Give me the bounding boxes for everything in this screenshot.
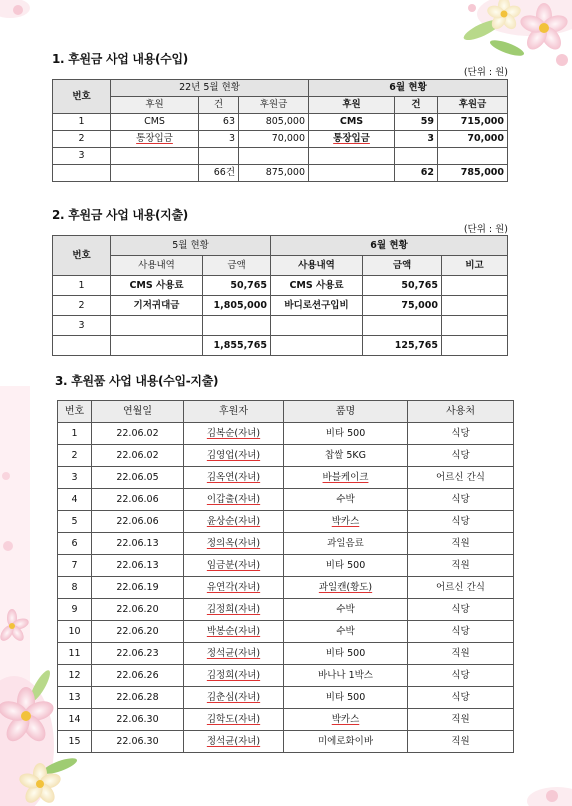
donor-name: 이갑출(자녀) <box>184 489 284 511</box>
usage-amount: 50,765 <box>203 276 271 296</box>
sub-header: 금액 <box>203 256 271 276</box>
col-header: 품명 <box>284 401 408 423</box>
row-number: 11 <box>58 643 92 665</box>
usage-place: 직원 <box>408 709 514 731</box>
table-row <box>53 276 508 296</box>
date-cell: 22.06.13 <box>92 555 184 577</box>
usage-detail <box>271 316 363 336</box>
section1-title: 1. 후원금 사업 내용(수입) <box>52 52 188 66</box>
date-cell: 22.06.06 <box>92 511 184 533</box>
donor-name: 정의옥(자녀) <box>184 533 284 555</box>
section2-unit: (단위 : 원) <box>463 224 508 235</box>
sub-header: 건 <box>395 97 438 114</box>
total-row <box>53 336 508 356</box>
date-cell: 22.06.30 <box>92 709 184 731</box>
usage-place: 직원 <box>408 555 514 577</box>
date-cell: 22.06.02 <box>92 423 184 445</box>
donor-name: 김정희(자녀) <box>184 599 284 621</box>
table-row <box>58 599 514 621</box>
sub-header: 사용내역 <box>111 256 203 276</box>
goods-table <box>57 400 514 753</box>
col-header: 사용처 <box>408 401 514 423</box>
date-cell: 22.06.19 <box>92 577 184 599</box>
date-cell: 22.06.02 <box>92 445 184 467</box>
sub-header: 후원 <box>309 97 395 114</box>
donation-count: 63 <box>199 114 239 131</box>
usage-place: 어르신 간식 <box>408 467 514 489</box>
row-number: 13 <box>58 687 92 709</box>
table-row <box>58 445 514 467</box>
usage-place: 식당 <box>408 489 514 511</box>
donation-count <box>395 148 438 165</box>
sub-header: 비고 <box>442 256 508 276</box>
item-name: 과일캔(황도) <box>284 577 408 599</box>
donation-amount: 805,000 <box>239 114 309 131</box>
note <box>442 296 508 316</box>
table-row <box>53 114 508 131</box>
table-row <box>53 131 508 148</box>
col-header: 후원자 <box>184 401 284 423</box>
donor-name: 김정희(자녀) <box>184 665 284 687</box>
donor-name: 박봉순(자녀) <box>184 621 284 643</box>
total-amount: 875,000 <box>239 165 309 182</box>
prev-month-header: 5월 현황 <box>111 236 271 256</box>
donation-type <box>309 148 395 165</box>
total-count: 62 <box>395 165 438 182</box>
table-row <box>58 665 514 687</box>
sub-header: 사용내역 <box>271 256 363 276</box>
usage-detail: 기저귀대금 <box>111 296 203 316</box>
table-row <box>58 709 514 731</box>
table-row <box>58 423 514 445</box>
donor-name: 윤상순(자녀) <box>184 511 284 533</box>
usage-place: 식당 <box>408 423 514 445</box>
table-row <box>58 489 514 511</box>
date-cell: 22.06.05 <box>92 467 184 489</box>
item-name: 찹쌀 5KG <box>284 445 408 467</box>
usage-place: 식당 <box>408 665 514 687</box>
col-header: 번호 <box>58 401 92 423</box>
row-number: 3 <box>53 316 111 336</box>
row-number: 1 <box>53 114 111 131</box>
usage-place: 식당 <box>408 687 514 709</box>
total-row <box>53 165 508 182</box>
date-cell: 22.06.26 <box>92 665 184 687</box>
section1-unit: (단위 : 원) <box>463 67 508 78</box>
donor-name: 정석균(자녀) <box>184 731 284 753</box>
table-row <box>58 533 514 555</box>
usage-place: 직원 <box>408 731 514 753</box>
item-name: 비타 500 <box>284 555 408 577</box>
sub-header: 후원금 <box>239 97 309 114</box>
item-name: 비타 500 <box>284 643 408 665</box>
row-number: 2 <box>53 131 111 148</box>
row-number: 6 <box>58 533 92 555</box>
item-name: 바나나 1박스 <box>284 665 408 687</box>
item-name: 비타 500 <box>284 423 408 445</box>
table-row <box>58 621 514 643</box>
item-name: 바블케이크 <box>284 467 408 489</box>
row-number: 3 <box>53 148 111 165</box>
prev-month-header: 22년 5월 현황 <box>111 80 309 97</box>
usage-detail <box>111 316 203 336</box>
usage-amount: 1,805,000 <box>203 296 271 316</box>
usage-place: 어르신 간식 <box>408 577 514 599</box>
item-name: 박카스 <box>284 511 408 533</box>
usage-amount: 50,765 <box>363 276 442 296</box>
table-row <box>58 643 514 665</box>
item-name: 과일음료 <box>284 533 408 555</box>
table-row <box>53 148 508 165</box>
donor-name: 김옥연(자녀) <box>184 467 284 489</box>
usage-place: 식당 <box>408 511 514 533</box>
total-amount: 125,765 <box>363 336 442 356</box>
usage-place: 식당 <box>408 599 514 621</box>
date-cell: 22.06.30 <box>92 731 184 753</box>
total-amount: 1,855,765 <box>203 336 271 356</box>
table-row <box>58 731 514 753</box>
table-row <box>58 511 514 533</box>
date-cell: 22.06.13 <box>92 533 184 555</box>
date-cell: 22.06.20 <box>92 599 184 621</box>
row-number: 4 <box>58 489 92 511</box>
section3-title: 3. 후원품 사업 내용(수입-지출) <box>55 374 219 388</box>
item-name: 수박 <box>284 621 408 643</box>
note <box>442 276 508 296</box>
date-cell: 22.06.28 <box>92 687 184 709</box>
row-number: 1 <box>53 276 111 296</box>
usage-amount <box>203 316 271 336</box>
col-no-header: 번호 <box>53 80 111 114</box>
donor-name: 정석균(자녀) <box>184 643 284 665</box>
flower-decoration-bottom-right-icon <box>502 756 572 806</box>
date-cell: 22.06.06 <box>92 489 184 511</box>
donor-name: 임금분(자녀) <box>184 555 284 577</box>
table-row <box>53 316 508 336</box>
donation-type: CMS <box>309 114 395 131</box>
row-number: 7 <box>58 555 92 577</box>
donation-amount <box>239 148 309 165</box>
table-row <box>58 577 514 599</box>
note <box>442 316 508 336</box>
donation-amount: 70,000 <box>438 131 508 148</box>
donor-name: 김학도(자녀) <box>184 709 284 731</box>
total-amount: 785,000 <box>438 165 508 182</box>
usage-detail: CMS 사용료 <box>271 276 363 296</box>
item-name: 수박 <box>284 489 408 511</box>
row-number: 8 <box>58 577 92 599</box>
donation-amount: 715,000 <box>438 114 508 131</box>
usage-detail: 바디로션구입비 <box>271 296 363 316</box>
donation-amount <box>438 148 508 165</box>
donation-type: 통장입금 <box>111 131 199 148</box>
usage-place: 식당 <box>408 445 514 467</box>
donor-name: 김춘심(자녀) <box>184 687 284 709</box>
date-cell: 22.06.20 <box>92 621 184 643</box>
usage-amount: 75,000 <box>363 296 442 316</box>
col-no-header: 번호 <box>53 236 111 276</box>
section2-title: 2. 후원금 사업 내용(지출) <box>52 208 188 222</box>
expense-table <box>52 235 508 356</box>
curr-month-header: 6월 현황 <box>271 236 508 256</box>
row-number: 3 <box>58 467 92 489</box>
donor-name: 김영업(자녀) <box>184 445 284 467</box>
donor-name: 김복순(자녀) <box>184 423 284 445</box>
row-number: 5 <box>58 511 92 533</box>
row-number: 14 <box>58 709 92 731</box>
table-row <box>53 296 508 316</box>
row-number: 1 <box>58 423 92 445</box>
row-number: 2 <box>53 296 111 316</box>
usage-detail: CMS 사용료 <box>111 276 203 296</box>
table-row <box>58 467 514 489</box>
total-count: 66건 <box>199 165 239 182</box>
donation-count: 3 <box>199 131 239 148</box>
income-table <box>52 79 508 182</box>
table-row <box>58 687 514 709</box>
donation-count <box>199 148 239 165</box>
donation-type: 통장입금 <box>309 131 395 148</box>
col-header: 연월일 <box>92 401 184 423</box>
curr-month-header: 6월 현황 <box>309 80 508 97</box>
donation-count: 3 <box>395 131 438 148</box>
item-name: 수박 <box>284 599 408 621</box>
donation-type <box>111 148 199 165</box>
date-cell: 22.06.23 <box>92 643 184 665</box>
donor-name: 유연각(자녀) <box>184 577 284 599</box>
sub-header: 금액 <box>363 256 442 276</box>
item-name: 박카스 <box>284 709 408 731</box>
usage-amount <box>363 316 442 336</box>
table-row <box>58 555 514 577</box>
usage-place: 식당 <box>408 621 514 643</box>
sub-header: 건 <box>199 97 239 114</box>
sub-header: 후원 <box>111 97 199 114</box>
usage-place: 직원 <box>408 643 514 665</box>
row-number: 9 <box>58 599 92 621</box>
usage-place: 직원 <box>408 533 514 555</box>
flower-decoration-top-left-icon <box>0 0 50 40</box>
sub-header: 후원금 <box>438 97 508 114</box>
donation-amount: 70,000 <box>239 131 309 148</box>
item-name: 비타 500 <box>284 687 408 709</box>
row-number: 2 <box>58 445 92 467</box>
item-name: 미에로화이바 <box>284 731 408 753</box>
donation-count: 59 <box>395 114 438 131</box>
row-number: 12 <box>58 665 92 687</box>
row-number: 15 <box>58 731 92 753</box>
row-number: 10 <box>58 621 92 643</box>
donation-type: CMS <box>111 114 199 131</box>
